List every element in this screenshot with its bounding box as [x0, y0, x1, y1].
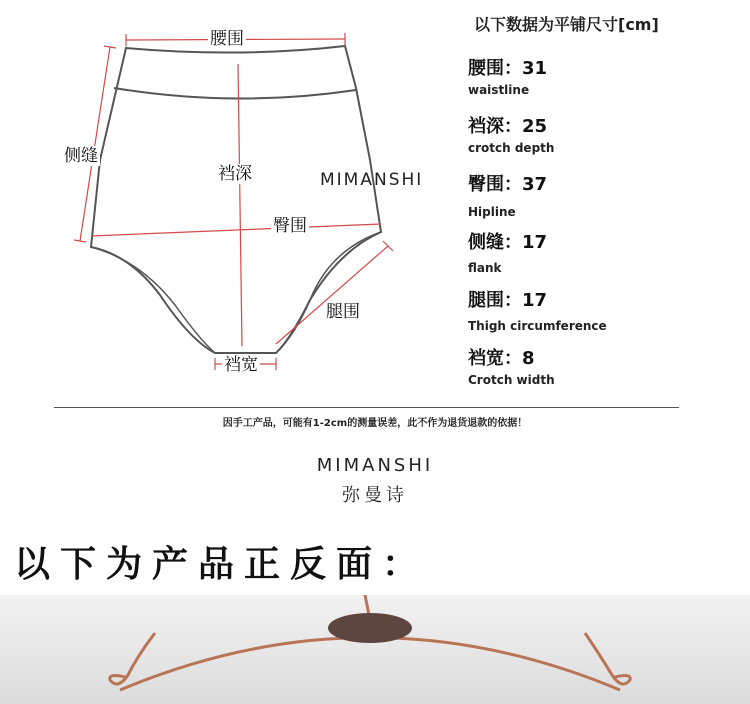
spec-item-crotch-width [468, 348, 555, 388]
spec-label-en: Thigh circumference [468, 319, 607, 333]
spec-label-en: Hipline [468, 205, 516, 219]
spec-label-en: waistline [468, 83, 530, 97]
spec-label-en: crotch depth [468, 141, 555, 155]
crotch-depth-label: 裆深 [218, 164, 252, 184]
measurement-note: 因手工产品，可能有1-2cm的测量误差，此不作为退货退款的依据！ [222, 418, 528, 429]
spec-value: 腿围：17 [468, 290, 548, 311]
product-photo [0, 595, 750, 704]
thigh-label: 腿围 [326, 302, 360, 322]
leg-opening-right [276, 232, 381, 353]
spec-value: 裆深：25 [468, 116, 548, 137]
waist-label: 腰围 [210, 29, 244, 49]
hip-measure-line [91, 224, 381, 236]
brand-name-cn: 弥曼诗 [342, 485, 408, 506]
divider [54, 407, 679, 408]
spec-label-en: Crotch width [468, 373, 555, 387]
hanger-bar [120, 638, 620, 691]
waistband-line [114, 88, 356, 99]
crotch-depth-measure-line [238, 64, 242, 346]
spec-value: 腰围：31 [468, 58, 548, 79]
thigh-measure-line [276, 246, 388, 344]
spec-title: 以下数据为平铺尺寸[cm] [474, 15, 659, 34]
spec-item-crotch-depth [468, 116, 554, 156]
spec-item-waist [468, 58, 547, 98]
spec-label-en: flank [468, 261, 502, 275]
hanger-image [0, 595, 750, 704]
spec-item-flank [468, 232, 547, 276]
flank-label: 侧缝 [64, 146, 98, 166]
section-heading: 以下为产品正反面： [14, 544, 429, 585]
spec-item-hip [468, 174, 547, 220]
spec-value: 裆宽：8 [468, 348, 535, 369]
spec-item-thigh [468, 290, 607, 334]
crotch-width-label: 裆宽 [224, 355, 258, 375]
spec-value: 侧缝：17 [468, 232, 548, 253]
diagram-brand: MIMANSHI [320, 170, 424, 190]
hanger-badge [328, 613, 412, 643]
hip-label: 臀围 [273, 216, 307, 236]
spec-value: 臀围：37 [468, 174, 548, 195]
leg-opening-left [91, 247, 215, 353]
brand-name-en: MIMANSHI [316, 455, 434, 476]
garment-diagram [0, 0, 460, 400]
